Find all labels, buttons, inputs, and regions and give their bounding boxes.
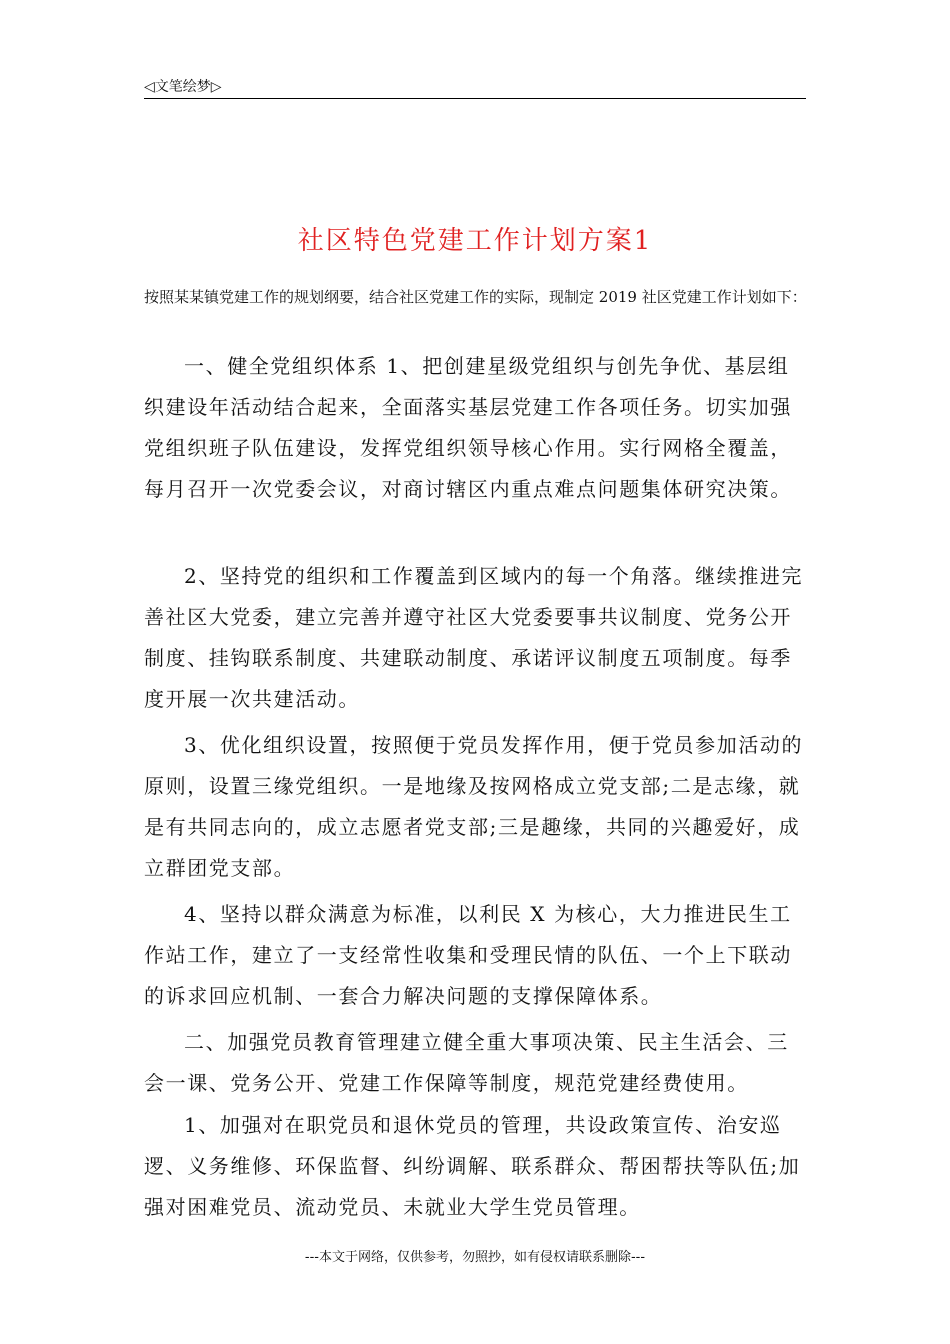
document-title: 社区特色党建工作计划方案1: [297, 226, 653, 256]
header-brand: ◁文笔绘梦▷: [144, 79, 222, 95]
intro-paragraph: 按照某某镇党建工作的规划纲要，结合社区党建工作的实际，现制定 2019 社区党建工作计划如下：: [144, 288, 807, 306]
paragraph-2: 2、坚持党的组织和工作覆盖到区域内的每一个角落。继续推进完善社区大党委，建立完善并遵守社区大党委要事共议制度、党务公开制度、挂钩联系制度、共建联动制度、承诺评议制度五项制度。每季度开展一次共建活动。: [144, 564, 804, 711]
paragraph-4: 4、坚持以群众满意为标准，以利民 X 为核心，大力推进民生工作站工作，建立了一支经常性收集和受理民情的队伍、一个上下联动的诉求回应机制、一套合力解决问题的支撑保障体系。: [144, 902, 792, 1008]
page-header: [144, 74, 806, 99]
footer-notice: ---本文于网络，仅供参考，勿照抄，如有侵权请联系删除---: [304, 1250, 646, 1265]
paragraph-3: 3、优化组织设置，按照便于党员发挥作用，便于党员参加活动的原则，设置三缘党组织。一是地缘及按网格成立党支部;二是志缘，就是有共同志向的，成立志愿者党支部;三是趣缘，共同的兴趣爱好，成立群团党支部。: [144, 733, 804, 880]
paragraph-5: 二、加强党员教育管理建立健全重大事项决策、民主生活会、三会一课、党务公开、党建工作保障等制度，规范党建经费使用。: [144, 1030, 789, 1095]
paragraph-1: 一、健全党组织体系 1、把创建星级党组织与创先争优、基层组织建设年活动结合起来，全面落实基层党建工作各项任务。切实加强党组织班子队伍建设，发挥党组织领导核心作用。实行网格全覆盖，每月召开一次党委会议，对商讨辖区内重点难点问题集体研究决策。: [144, 354, 792, 501]
paragraph-6: 1、加强对在职党员和退休党员的管理，共设政策宣传、治安巡逻、义务维修、环保监督、纠纷调解、联系群众、帮困帮扶等队伍;加强对困难党员、流动党员、未就业大学生党员管理。: [144, 1113, 801, 1219]
